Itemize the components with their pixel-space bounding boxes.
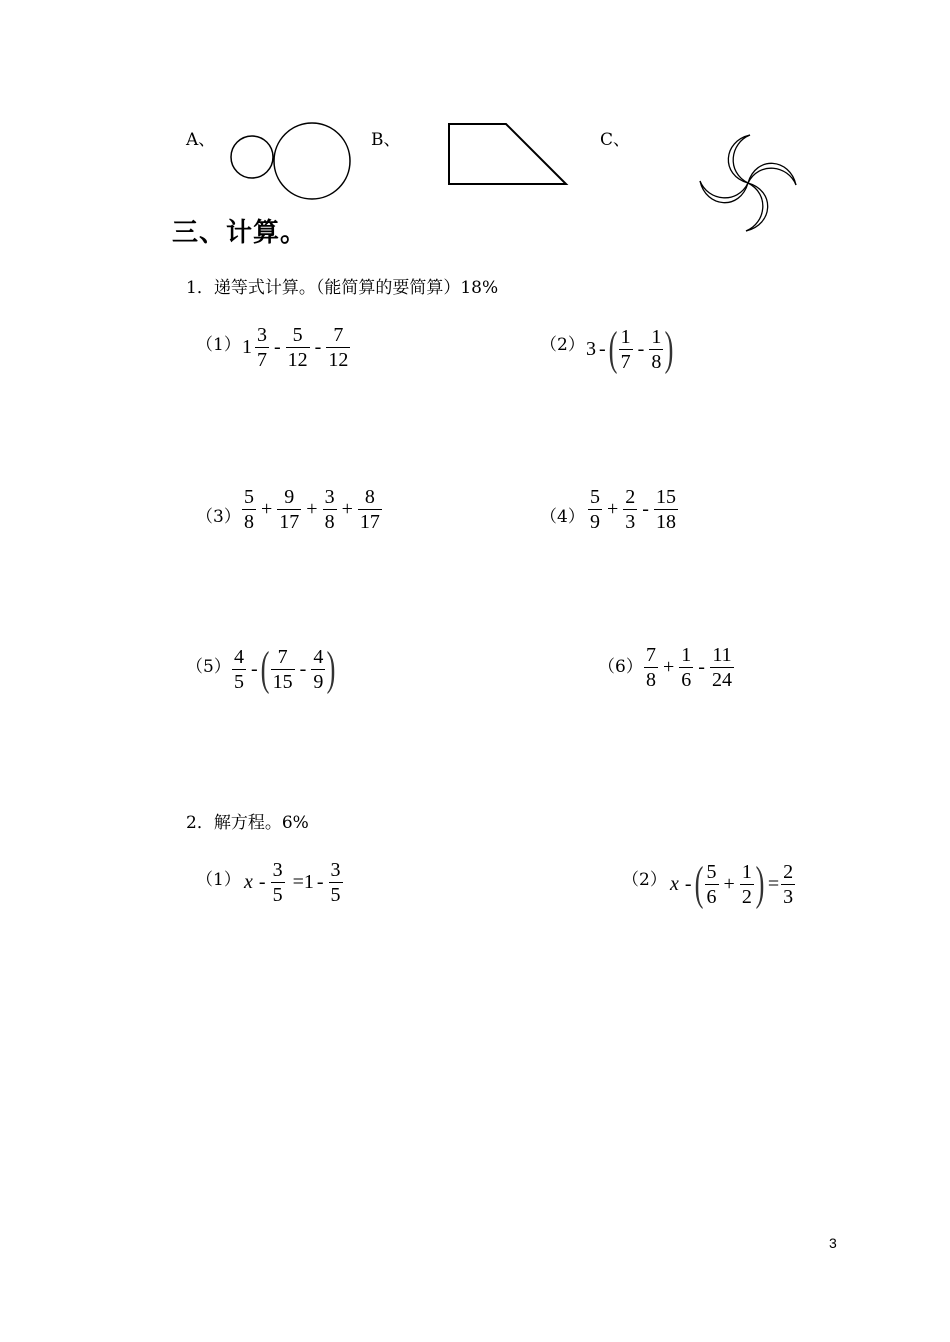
fraction	[588, 487, 602, 532]
denominator: 3	[625, 511, 636, 533]
option-a-label: A、	[186, 130, 216, 150]
numerator: 3	[330, 859, 341, 881]
left-paren: (	[608, 322, 618, 375]
problem-4-expression	[586, 487, 680, 532]
operator: -	[316, 871, 324, 893]
fraction	[679, 645, 693, 690]
operator: -	[642, 498, 649, 520]
equation-2-label: （2）	[622, 870, 667, 890]
operator: -	[684, 872, 692, 895]
numerator: 7	[333, 324, 344, 346]
problem-2-label: （2）	[540, 335, 585, 355]
integer: 1	[242, 336, 252, 358]
fraction	[649, 327, 663, 372]
numerator: 11	[712, 644, 732, 666]
numerator: 7	[277, 645, 288, 668]
fraction	[710, 645, 734, 690]
question-1-heading: 1．递等式计算。（能简算的要简算）18%	[186, 278, 499, 298]
problem-6-label: （6）	[598, 657, 643, 677]
fraction	[311, 647, 325, 692]
problem-2-expression	[586, 322, 674, 375]
problem-3-expression	[240, 487, 384, 532]
numerator: 2	[783, 860, 794, 883]
option-a-figure	[225, 118, 355, 204]
denominator: 5	[272, 884, 283, 906]
problem-1-label: （1）	[196, 335, 241, 355]
numerator: 9	[284, 486, 295, 508]
equation-1-label: （1）	[196, 870, 241, 890]
numerator: 5	[706, 860, 717, 883]
option-b-figure	[440, 118, 575, 190]
operator: -	[299, 657, 307, 680]
denominator: 6	[681, 669, 692, 691]
problem-1-expression	[242, 325, 352, 370]
numerator: 4	[313, 645, 324, 668]
numerator: 4	[234, 645, 244, 668]
fraction	[271, 860, 285, 905]
option-c-figure	[690, 125, 810, 245]
denominator: 3	[783, 885, 794, 908]
numerator: 5	[590, 486, 600, 508]
right-paren: )	[664, 322, 674, 375]
operator: -	[314, 336, 322, 358]
problem-5-expression	[230, 642, 336, 695]
operator: +	[261, 498, 273, 520]
denominator: 2	[741, 885, 752, 908]
numerator: 8	[364, 486, 375, 508]
trapezoid-shape	[449, 124, 566, 184]
operator: +	[607, 498, 619, 520]
large-circle	[274, 123, 350, 199]
operator: -	[251, 657, 258, 680]
numerator: 1	[741, 860, 752, 883]
right-paren: )	[326, 642, 336, 695]
fraction	[705, 862, 719, 907]
problem-6-expression	[642, 645, 736, 690]
denominator: 24	[711, 669, 732, 691]
numerator: 3	[272, 859, 283, 881]
denominator: 8	[646, 669, 656, 691]
operator: +	[306, 498, 318, 520]
fraction	[329, 860, 343, 905]
denominator: 7	[257, 349, 267, 371]
numerator: 1	[620, 325, 631, 348]
integer: 3	[586, 337, 596, 360]
denominator: 17	[279, 511, 300, 533]
fraction	[781, 862, 795, 907]
numerator: 2	[625, 486, 636, 508]
denominator: 6	[706, 885, 717, 908]
option-b-label: B、	[371, 130, 401, 150]
fraction	[358, 487, 382, 532]
operator: +	[663, 656, 675, 678]
equals-value: =1	[292, 871, 314, 893]
equals-sign: =	[767, 872, 780, 895]
fraction	[740, 862, 754, 907]
fraction	[277, 487, 301, 532]
denominator: 12	[328, 349, 349, 371]
equation-1-expression	[244, 860, 345, 905]
numerator: 3	[324, 486, 335, 508]
operator: +	[723, 872, 735, 895]
operator: -	[698, 656, 705, 678]
fraction	[644, 645, 658, 690]
fraction	[271, 647, 295, 692]
section-title: 三、计算。	[172, 218, 308, 248]
denominator: 17	[359, 511, 380, 533]
denominator: 9	[590, 511, 600, 533]
fraction	[326, 325, 350, 370]
numerator: 15	[655, 486, 676, 508]
variable: x	[244, 871, 253, 893]
operator: -	[637, 337, 645, 360]
numerator: 5	[292, 324, 303, 346]
operator: -	[258, 871, 266, 893]
pinwheel-shape	[700, 135, 796, 231]
fraction	[619, 327, 633, 372]
problem-5-label: （5）	[186, 657, 231, 677]
denominator: 5	[234, 670, 244, 693]
operator: +	[341, 498, 353, 520]
variable: x	[670, 872, 679, 895]
denominator: 8	[651, 350, 662, 373]
denominator: 8	[324, 511, 335, 533]
fraction	[323, 487, 337, 532]
numerator: 1	[681, 644, 692, 666]
numerator: 3	[257, 324, 267, 346]
denominator: 7	[620, 350, 631, 373]
equation-2-expression	[670, 857, 797, 910]
fraction	[286, 325, 310, 370]
operator: -	[599, 337, 606, 360]
fraction	[242, 487, 256, 532]
numerator: 5	[244, 486, 254, 508]
denominator: 9	[313, 670, 324, 693]
fraction	[255, 325, 269, 370]
operator: -	[274, 336, 281, 358]
fraction	[654, 487, 678, 532]
numerator: 1	[651, 325, 662, 348]
left-paren: (	[260, 642, 270, 695]
small-circle	[231, 136, 273, 178]
denominator: 12	[287, 349, 308, 371]
page-number: 3	[829, 1235, 837, 1251]
denominator: 18	[655, 511, 676, 533]
left-paren: (	[694, 857, 703, 910]
fraction	[623, 487, 637, 532]
denominator: 15	[272, 670, 293, 693]
right-paren: )	[755, 857, 765, 910]
denominator: 8	[244, 511, 254, 533]
option-c-label: C、	[600, 130, 631, 150]
question-2-heading: 2．解方程。6%	[186, 813, 309, 833]
denominator: 5	[330, 884, 341, 906]
problem-4-label: （4）	[540, 507, 585, 527]
problem-3-label: （3）	[196, 507, 241, 527]
numerator: 7	[646, 644, 656, 666]
fraction	[232, 647, 246, 692]
